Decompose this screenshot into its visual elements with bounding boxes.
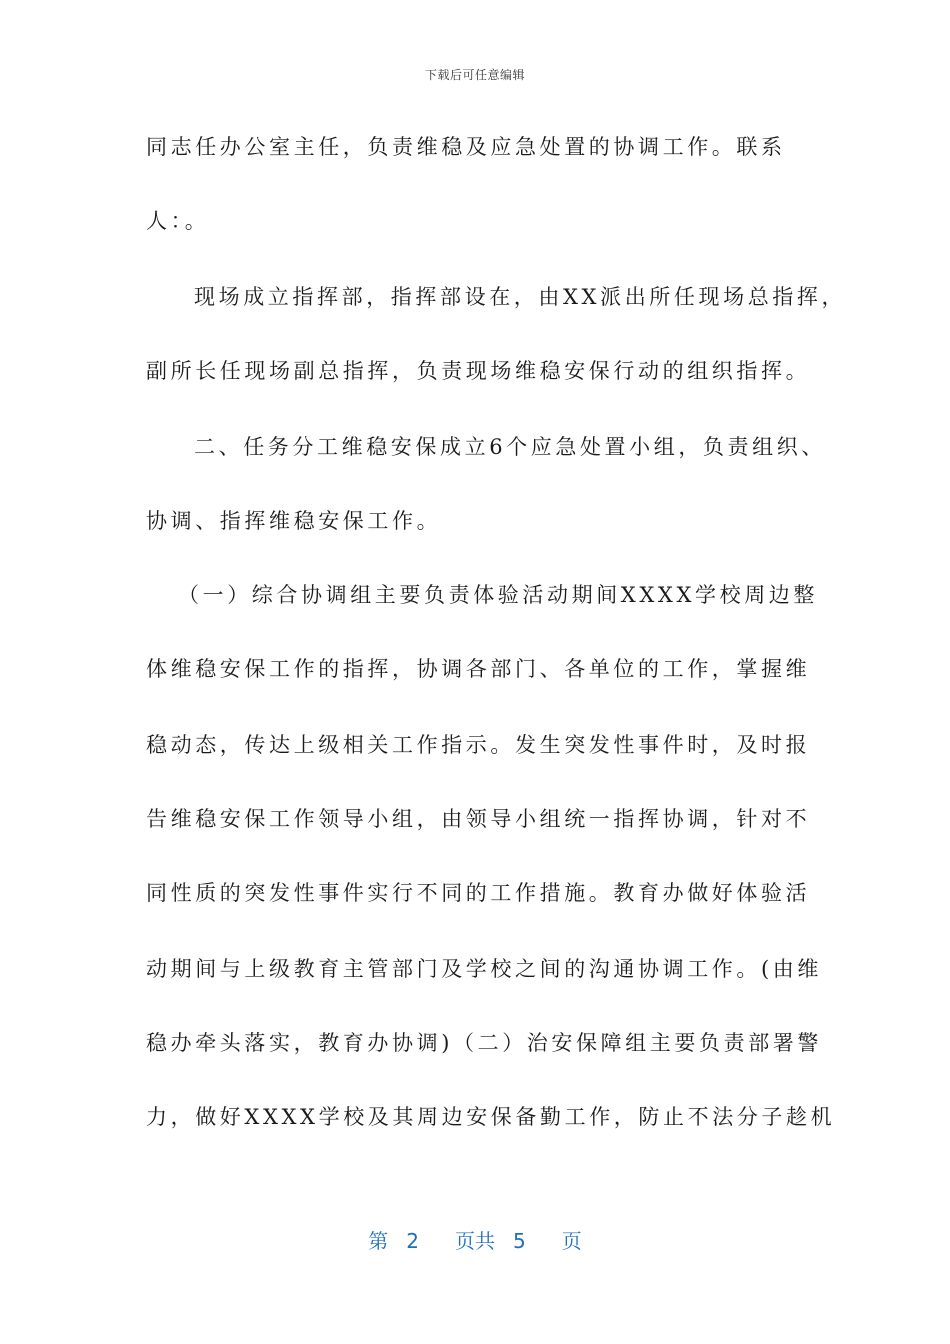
body-line: 稳办牵头落实，教育办协调)（二）治安保障组主要负责部署警 [146, 1031, 822, 1055]
body-line: 二、任务分工维稳安保成立6个应急处置小组，负责组织、 [194, 435, 826, 459]
header-note: 下载后可任意编辑 [424, 68, 525, 82]
body-line: 协调、指挥维稳安保工作。 [146, 509, 442, 533]
body-line: 同性质的突发性事件实行不同的工作措施。教育办做好体验活 [146, 881, 811, 905]
body-line: （一）综合协调组主要负责体验活动期间XXXX学校周边整 [178, 583, 818, 607]
body-line: 现场成立指挥部，指挥部设在，由XX派出所任现场总指挥， [194, 285, 847, 309]
body-line: 体维稳安保工作的指挥，协调各部门、各单位的工作，掌握维 [146, 657, 811, 681]
total-pages-number: 5 [513, 1229, 526, 1253]
body-line: 稳动态，传达上级相关工作指示。发生突发性事件时，及时报 [146, 733, 811, 757]
page-label-suffix: 页 [561, 1229, 582, 1253]
body-line: 人：。 [146, 209, 210, 233]
body-line: 力，做好XXXX学校及其周边安保备勤工作，防止不法分子趁机 [146, 1105, 836, 1129]
body-line: 同志任办公室主任，负责维稳及应急处置的协调工作。联系 [146, 135, 786, 159]
body-line: 动期间与上级教育主管部门及学校之间的沟通协调工作。(由维 [146, 957, 822, 981]
current-page-number: 2 [406, 1229, 419, 1253]
body-line: 副所长任现场副总指挥，负责现场维稳安保行动的组织指挥。 [146, 359, 811, 383]
page-label-prefix: 第 [368, 1229, 389, 1253]
page-footer [0, 1225, 950, 1254]
page-label-middle: 页共 [455, 1229, 495, 1253]
body-line: 告维稳安保工作领导小组，由领导小组统一指挥协调，针对不 [146, 807, 811, 831]
